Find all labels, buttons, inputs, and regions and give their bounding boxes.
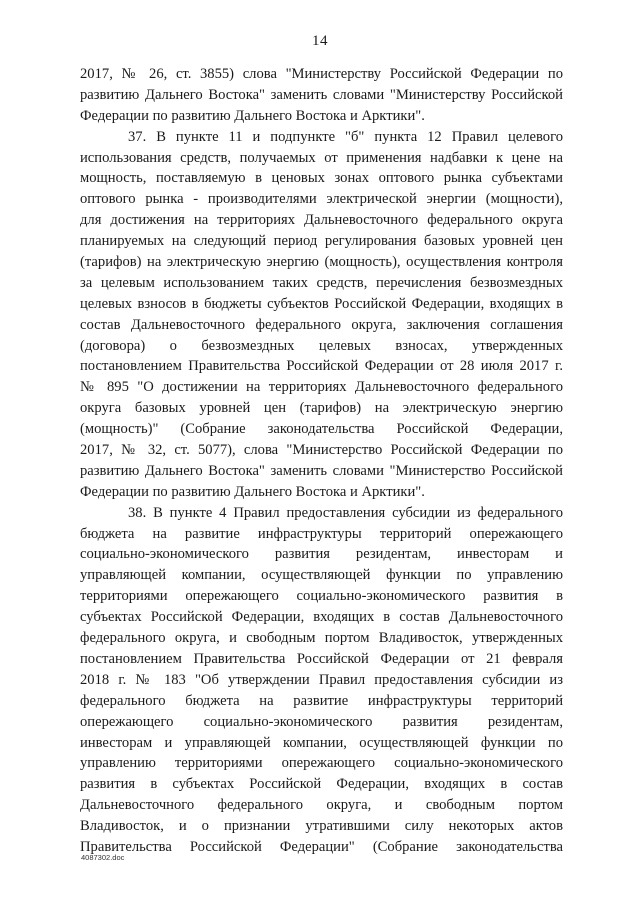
text-line: за целевым использованием таких средств, перечисления безвозмездных [80, 274, 563, 291]
text-line: постановлением Правительства Российской Федерации от 21 февраля [80, 650, 563, 667]
text-line: 2017, № 32, ст. 5077), слова "Министерство Российской Федерации по [80, 442, 563, 459]
text-line: 37. В пункте 11 и подпункте "б" пункта 12 Правил целевого [128, 128, 563, 145]
text-line: Дальневосточного федерального округа, и свободным портом [80, 797, 563, 814]
text-line: управляющей компании, осуществляющей функции по управлению [80, 567, 563, 584]
text-line: Правительства Российской Федерации" (Собрание законодательства [80, 838, 563, 855]
text-line: развитию Дальнего Востока" заменить словами "Министерство Российской [80, 462, 563, 479]
text-line: территориями опережающего социально-экономического развития в [80, 588, 563, 605]
text-line: Федерации по развитию Дальнего Востока и Арктики". [80, 107, 425, 124]
text-line: (мощность)" (Собрание законодательства Российской Федерации, [80, 421, 563, 438]
text-line: управлению территориями опережающего социально-экономического [80, 755, 563, 772]
text-line: Федерации по развитию Дальнего Востока и Арктики". [80, 483, 425, 500]
text-line: развитию Дальнего Востока" заменить словами "Министерству Российской [80, 86, 563, 103]
text-line: 2018 г. № 183 "Об утверждении Правил предоставления субсидии из [80, 671, 563, 688]
text-line: постановлением Правительства Российской Федерации от 28 июля 2017 г. [80, 358, 563, 375]
text-line: 38. В пункте 4 Правил предоставления субсидии из федерального [128, 504, 563, 521]
document-body [80, 64, 563, 858]
text-line: мощность, поставляемую в ценовых зонах оптового рынка субъектами [80, 170, 563, 187]
text-line: субъектах Российской Федерации, входящих в состав Дальневосточного [80, 609, 563, 626]
page-number: 14 [312, 33, 328, 49]
text-line: состав Дальневосточного федерального округа, заключения соглашения [80, 316, 563, 333]
text-line: федерального округа, и свободным портом Владивосток, утвержденных [80, 630, 563, 647]
text-line: инвесторам и управляющей компании, осуществляющей функции по [80, 734, 563, 751]
text-line: для достижения на территориях Дальневосточного федерального округа [80, 212, 563, 229]
text-line: бюджета на развитие инфраструктуры территорий опережающего [80, 525, 563, 542]
text-line: опережающего социально-экономического развития резидентам, [80, 713, 563, 730]
text-line: 2017, № 26, ст. 3855) слова "Министерству Российской Федерации по [80, 66, 563, 82]
text-line: целевых взносов в бюджеты субъектов Российской Федерации, входящих в [80, 295, 563, 312]
text-line: округа базовых уровней цен (тарифов) на электрическую энергию [80, 400, 563, 417]
text-line: (договора) о безвозмездных целевых взносах, утвержденных [80, 337, 563, 354]
text-line: № 895 "О достижении на территориях Дальневосточного федерального [80, 379, 563, 396]
text-line: (тарифов) на электрическую энергию (мощность), осуществления контроля [80, 254, 563, 271]
text-line: использования средств, получаемых от применения надбавки к цене на [80, 149, 563, 166]
text-line: федерального бюджета на развитие инфраструктуры территорий [80, 692, 563, 709]
text-line: Владивосток, и о признании утратившими силу некоторых актов [80, 818, 563, 835]
text-line: социально-экономического развития резидентам, инвесторам и [80, 546, 563, 563]
text-line: планируемых на следующий период регулирования базовых уровней цен [80, 233, 563, 250]
text-line: оптового рынка - производителями электрической энергии (мощности), [80, 191, 563, 208]
document-file-id: 4087302.doc [81, 853, 125, 862]
text-line: развития в субъектах Российской Федерации, входящих в состав [80, 776, 563, 793]
